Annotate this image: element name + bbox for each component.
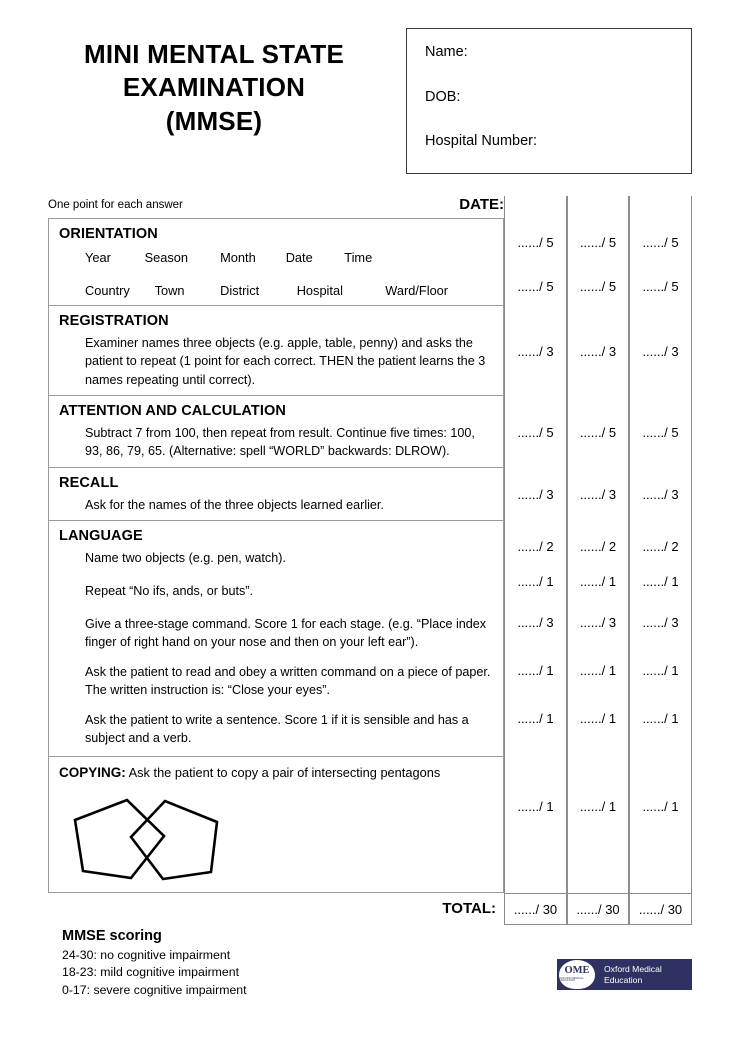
recall-score-3[interactable]: ....../ 3 <box>629 468 692 521</box>
registration-text <box>48 306 504 396</box>
recall-text <box>48 468 504 521</box>
term-district: District <box>220 283 260 298</box>
orientation-column-1[interactable] <box>504 218 567 306</box>
language-item-3: Give a three-stage command. Score 1 for each stage. (e.g. “Place index finger of right hand on your nose and then on your left ear”). <box>85 617 487 650</box>
attention-score-2[interactable]: ....../ 5 <box>567 396 629 468</box>
total-score-1[interactable]: ....../ 30 <box>504 893 567 925</box>
orientation-score-2-2[interactable]: ....../ 5 <box>579 278 617 294</box>
orientation-terms-line-2 <box>59 283 493 298</box>
language-item-2: Repeat “No ifs, ands, or buts”. <box>85 584 253 598</box>
copying-score-1[interactable]: ....../ 1 <box>504 757 567 893</box>
scoring-legend-line-2: 18-23: mild cognitive impairment <box>62 965 240 980</box>
patient-details-box[interactable] <box>406 28 692 174</box>
language-score-2-1[interactable]: ....../ 1 <box>517 574 554 589</box>
language-score-1-1[interactable]: ....../ 2 <box>517 538 554 554</box>
recall-score-1[interactable]: ....../ 3 <box>504 468 567 521</box>
language-score-3-1[interactable]: ....../ 3 <box>517 614 554 630</box>
language-score-4-2[interactable]: ....../ 1 <box>579 662 617 678</box>
copying-body: Ask the patient to copy a pair of intersecting pentagons <box>128 765 441 780</box>
language-score-5-2[interactable]: ....../ 1 <box>579 710 617 726</box>
date-score-columns <box>504 196 692 218</box>
term-month: Month <box>220 250 256 265</box>
recall-body: Ask for the names of the three objects learned earlier. <box>85 498 384 512</box>
orientation-title: ORIENTATION <box>59 226 158 242</box>
language-score-3-3[interactable]: ....../ 3 <box>642 614 679 630</box>
term-season: Season <box>144 250 188 265</box>
attention-score-3[interactable]: ....../ 5 <box>629 396 692 468</box>
orientation-score-1-3[interactable]: ....../ 5 <box>642 234 679 250</box>
date-label: DATE: <box>459 196 504 213</box>
copying-score-columns <box>504 757 692 893</box>
date-column-1[interactable] <box>504 196 567 218</box>
intersecting-pentagons-figure <box>69 788 229 888</box>
language-title: LANGUAGE <box>59 528 143 544</box>
scoring-legend-line-3: 0-17: severe cognitive impairment <box>62 982 247 997</box>
orientation-terms-line-1 <box>59 250 493 265</box>
language-score-5-3[interactable]: ....../ 1 <box>642 710 679 726</box>
copying-title: COPYING: <box>59 765 126 780</box>
registration-title: REGISTRATION <box>59 313 169 329</box>
orientation-column-2[interactable] <box>567 218 629 306</box>
language-score-1-3[interactable]: ....../ 2 <box>642 538 679 554</box>
orientation-text <box>48 218 504 306</box>
date-column-2[interactable] <box>567 196 629 218</box>
scoring-legend-line-1: 24-30: no cognitive impairment <box>62 948 231 962</box>
registration-score-2[interactable]: ....../ 3 <box>567 306 629 396</box>
copying-score-2[interactable]: ....../ 1 <box>567 757 629 893</box>
attention-score-1[interactable]: ....../ 5 <box>504 396 567 468</box>
copying-text <box>48 757 504 893</box>
attention-text <box>48 396 504 468</box>
oxford-medical-education-logo <box>557 959 692 990</box>
language-score-columns <box>504 521 692 757</box>
logo-wordmark <box>604 964 662 986</box>
mmse-scoring-legend <box>62 928 247 999</box>
orientation-score-2-3[interactable]: ....../ 5 <box>642 278 679 294</box>
orientation-score-1-2[interactable]: ....../ 5 <box>579 234 617 250</box>
language-score-4-1[interactable]: ....../ 1 <box>517 662 554 678</box>
page-header <box>0 0 736 190</box>
date-column-3[interactable] <box>629 196 692 218</box>
language-column-2[interactable] <box>567 521 629 757</box>
registration-score-3[interactable]: ....../ 3 <box>629 306 692 396</box>
term-year: Year <box>85 250 111 265</box>
language-score-5-1[interactable]: ....../ 1 <box>517 710 554 726</box>
language-column-3[interactable] <box>629 521 692 757</box>
orientation-score-2-1[interactable]: ....../ 5 <box>517 278 554 294</box>
language-score-2-2[interactable]: ....../ 1 <box>579 574 617 589</box>
term-town: Town <box>154 283 185 298</box>
page-title-line-2: EXAMINATION <box>122 72 306 103</box>
logo-wordmark-line-1: Oxford Medical <box>604 963 662 974</box>
language-text <box>48 521 504 757</box>
mmse-score-sheet <box>0 196 736 925</box>
page-title <box>44 38 384 138</box>
scoring-hint: One point for each answer <box>48 199 183 211</box>
language-column-1[interactable] <box>504 521 567 757</box>
recall-score-2[interactable]: ....../ 3 <box>567 468 629 521</box>
language-score-1-2[interactable]: ....../ 2 <box>579 538 617 554</box>
patient-name-field[interactable]: Name: <box>425 44 468 60</box>
attention-score-columns <box>504 396 692 468</box>
copying-instruction <box>59 765 493 780</box>
attention-body: Subtract 7 from 100, then repeat from result. Continue five times: 100, 93, 86, 79, 65. (Alternative: spell “WORLD” backwards: DLROW). <box>85 426 475 459</box>
registration-score-columns <box>504 306 692 396</box>
table-header-row <box>0 196 736 218</box>
patient-dob-field[interactable]: DOB: <box>425 88 461 105</box>
section-attention-calculation <box>0 396 736 468</box>
ome-badge-icon <box>559 960 595 989</box>
term-ward-floor: Ward/Floor <box>385 283 449 298</box>
section-language <box>0 521 736 757</box>
section-recall <box>0 468 736 521</box>
ome-badge-text: OME <box>564 965 590 977</box>
registration-score-1[interactable]: ....../ 3 <box>504 306 567 396</box>
total-score-columns <box>504 893 692 925</box>
language-score-3-2[interactable]: ....../ 3 <box>579 614 617 630</box>
copying-score-3[interactable]: ....../ 1 <box>629 757 692 893</box>
term-date: Date <box>285 250 313 265</box>
language-item-5: Ask the patient to write a sentence. Score 1 if it is sensible and has a subject and a verb. <box>85 713 469 746</box>
total-score-3[interactable]: ....../ 30 <box>629 893 692 925</box>
orientation-score-1-1[interactable]: ....../ 5 <box>517 234 554 250</box>
logo-wordmark-line-2: Education <box>604 974 643 985</box>
language-item-1: Name two objects (e.g. pen, watch). <box>85 551 286 565</box>
language-score-2-3[interactable]: ....../ 1 <box>642 574 679 589</box>
term-hospital: Hospital <box>296 283 343 298</box>
language-score-4-3[interactable]: ....../ 1 <box>642 662 679 678</box>
page-title-line-1: MINI MENTAL STATE <box>83 39 344 69</box>
section-copying <box>0 757 736 893</box>
recall-score-columns <box>504 468 692 521</box>
section-registration <box>0 306 736 396</box>
section-orientation <box>0 218 736 306</box>
page-title-line-3: (MMSE) <box>165 105 263 136</box>
scoring-legend-title: MMSE scoring <box>62 928 162 944</box>
orientation-column-3[interactable] <box>629 218 692 306</box>
patient-hospital-number-field[interactable]: Hospital Number: <box>425 133 538 149</box>
section-total <box>0 893 736 925</box>
language-item-4: Ask the patient to read and obey a written command on a piece of paper. The written instruction is: “Close your eyes”. <box>85 665 491 698</box>
orientation-score-columns <box>504 218 692 306</box>
registration-body: Examiner names three objects (e.g. apple, table, penny) and asks the patient to repeat (1 point for each correct. THEN the patient learns the 3 names repeating until correct). <box>85 336 486 387</box>
total-score-2[interactable]: ....../ 30 <box>567 893 629 925</box>
total-label: TOTAL: <box>442 900 496 917</box>
ome-badge-subtext: OXFORD MEDICAL EDUCATION <box>559 976 584 983</box>
term-time: Time <box>344 250 373 265</box>
attention-title: ATTENTION AND CALCULATION <box>59 403 286 419</box>
recall-title: RECALL <box>59 475 119 491</box>
term-country: Country <box>85 283 130 298</box>
